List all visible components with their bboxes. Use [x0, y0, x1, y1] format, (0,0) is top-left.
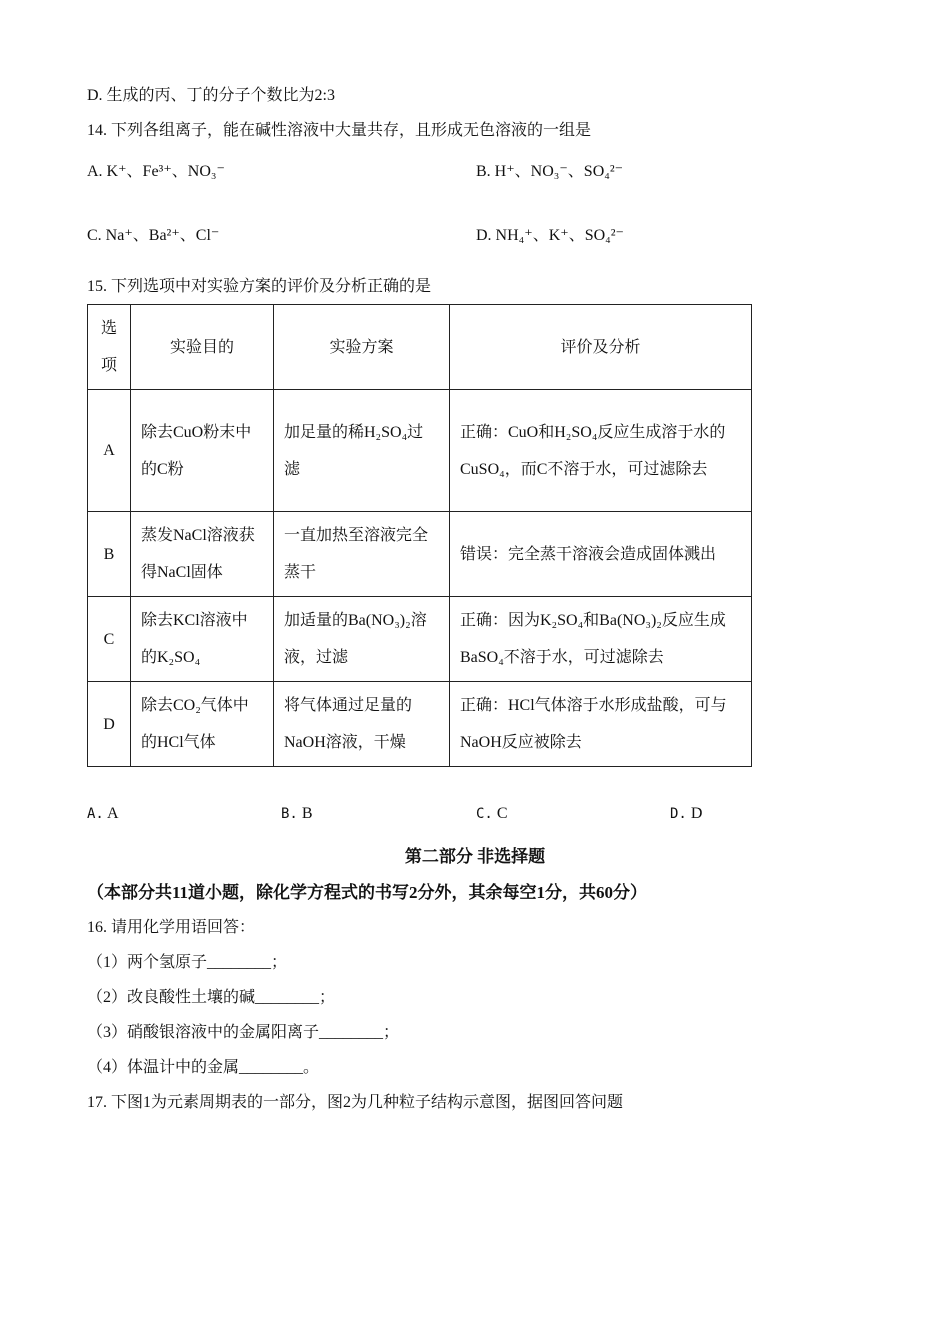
q17-stem: 17. 下图1为元素周期表的一部分，图2为几种粒子结构示意图，据图回答问题 — [87, 1094, 624, 1111]
q16-item-2: （2）改良酸性土壤的碱________； — [87, 989, 336, 1006]
table-row — [88, 597, 752, 682]
part2-note: （本部分共11道小题，除化学方程式的书写2分外，其余每空1分，共60分） — [87, 883, 648, 902]
row-eval: 正确：HCl气体溶于水形成盐酸，可与NaOH反应被除去 — [450, 682, 752, 767]
row-option: A — [88, 390, 131, 512]
row-goal: 蒸发NaCl溶液获得NaCl固体 — [131, 512, 274, 597]
q16-stem: 16. 请用化学用语回答： — [87, 919, 256, 936]
row-plan: 加足量的稀H₂SO₄过滤 — [274, 390, 450, 512]
row-goal: 除去CO₂气体中的HCl气体 — [131, 682, 274, 767]
q14-option-d: D. NH₄⁺、K⁺、SO₄²⁻ — [476, 227, 624, 244]
q14-option-a: A. K⁺、Fe³⁺、NO₃⁻ — [87, 163, 225, 180]
header-option: 选项 — [88, 305, 131, 390]
table-row — [88, 682, 752, 767]
table-row — [88, 390, 752, 512]
q13-option-d: D. 生成的丙、丁的分子个数比为2:3 — [87, 87, 336, 104]
q15-choice-a: A. A — [87, 805, 119, 822]
row-option: D — [88, 682, 131, 767]
row-eval: 正确：CuO和H₂SO₄反应生成溶于水的CuSO₄，而C不溶于水，可过滤除去 — [450, 390, 752, 512]
q15-stem: 15. 下列选项中对实验方案的评价及分析正确的是 — [87, 278, 432, 295]
row-option: C — [88, 597, 131, 682]
row-plan: 一直加热至溶液完全蒸干 — [274, 512, 450, 597]
header-goal: 实验目的 — [131, 305, 274, 390]
row-goal: 除去CuO粉末中的C粉 — [131, 390, 274, 512]
q15-choice-c: C. C — [476, 805, 508, 822]
q15-choice-d: D. D — [670, 805, 703, 822]
q16-item-1: （1）两个氢原子________； — [87, 954, 288, 971]
q14-option-b: B. H⁺、NO₃⁻、SO₄²⁻ — [476, 163, 624, 180]
q15-table — [87, 304, 752, 767]
table-row — [88, 512, 752, 597]
part2-title: 第二部分 非选择题 — [404, 847, 546, 866]
q16-item-3: （3）硝酸银溶液中的金属阳离子________； — [87, 1024, 400, 1041]
q14-option-c: C. Na⁺、Ba²⁺、Cl⁻ — [87, 227, 220, 244]
table-header-row — [88, 305, 752, 390]
q15-choice-b: B. B — [281, 805, 313, 822]
row-plan: 将气体通过足量的NaOH溶液，干燥 — [274, 682, 450, 767]
q14-stem: 14. 下列各组离子，能在碱性溶液中大量共存，且形成无色溶液的一组是 — [87, 122, 592, 139]
header-eval: 评价及分析 — [450, 305, 752, 390]
row-goal: 除去KCl溶液中的K₂SO₄ — [131, 597, 274, 682]
row-eval: 正确：因为K₂SO₄和Ba(NO₃)₂反应生成BaSO₄不溶于水，可过滤除去 — [450, 597, 752, 682]
row-eval: 错误：完全蒸干溶液会造成固体溅出 — [450, 512, 752, 597]
row-option: B — [88, 512, 131, 597]
header-plan: 实验方案 — [274, 305, 450, 390]
row-plan: 加适量的Ba(NO₃)₂溶液，过滤 — [274, 597, 450, 682]
q16-item-4: （4）体温计中的金属________。 — [87, 1059, 320, 1076]
